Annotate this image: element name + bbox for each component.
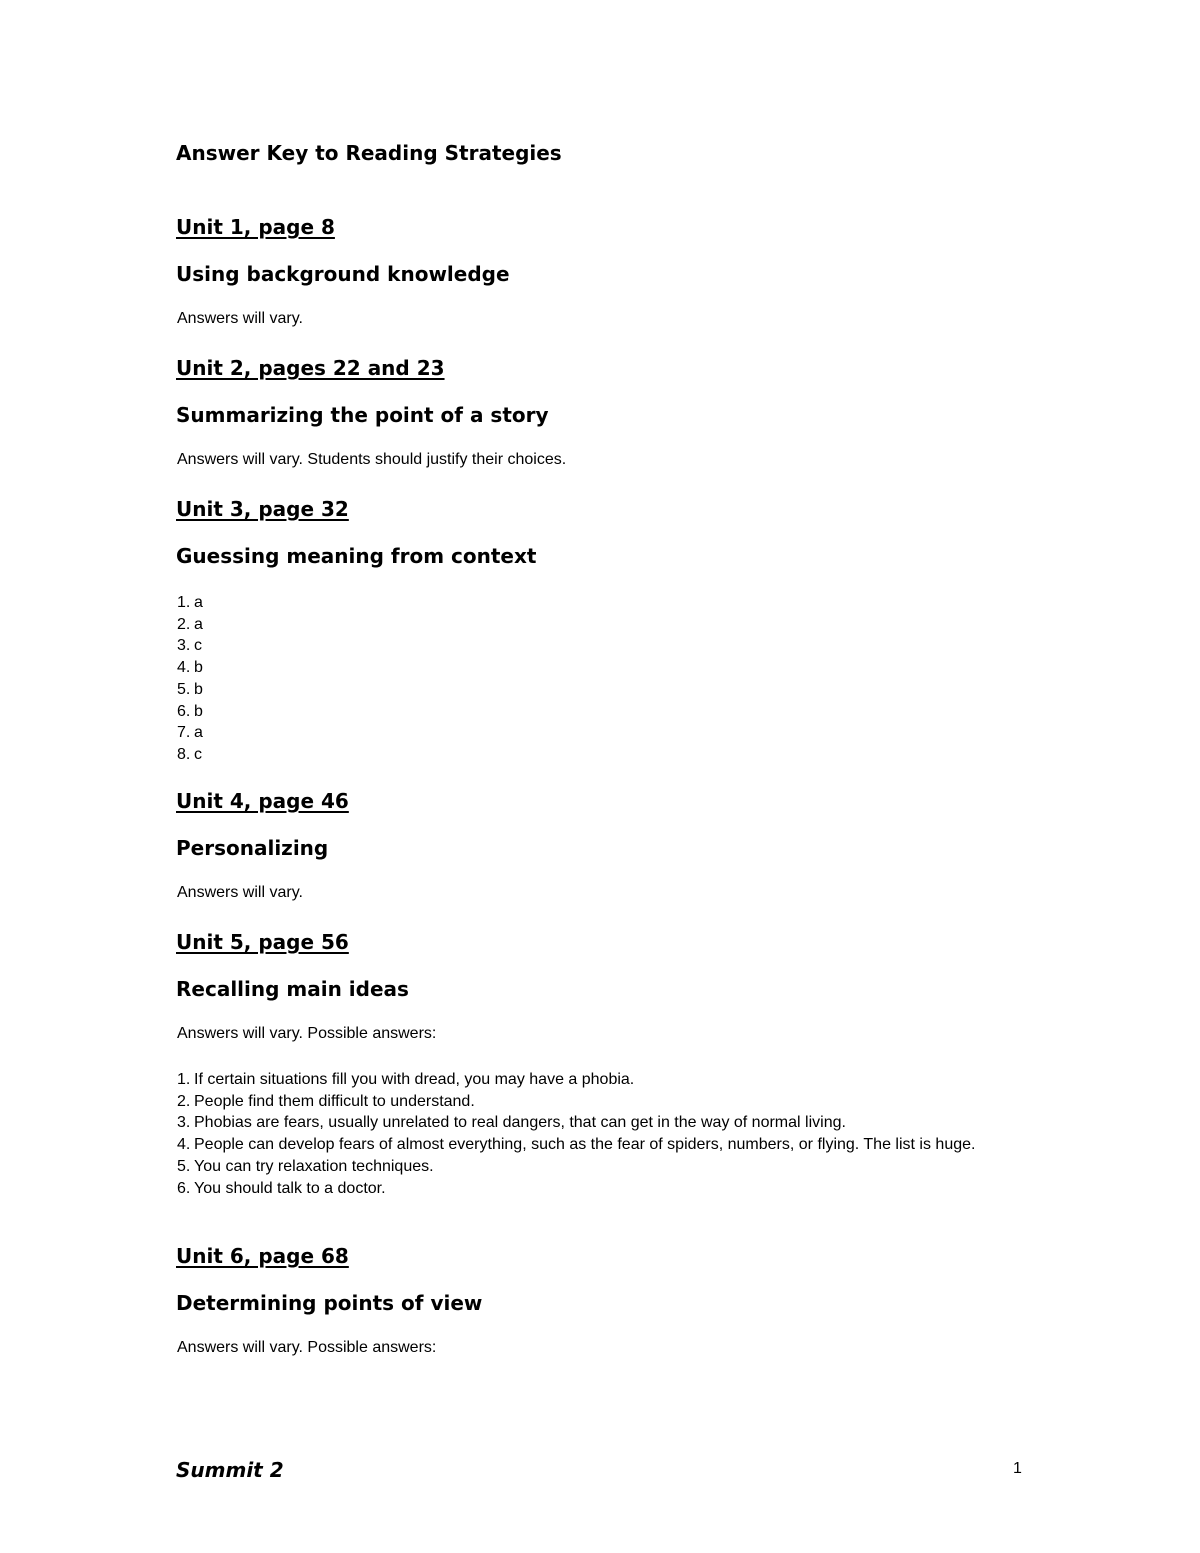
list-item: 4. b (177, 659, 203, 677)
list-item: 6. You should talk to a doctor. (177, 1179, 386, 1197)
list-item: 1. If certain situations fill you with dread, you may have a phobia. (177, 1071, 635, 1088)
unit-4-heading: Unit 4, page 46 (176, 789, 349, 813)
unit-6-intro: Answers will vary. Possible answers: (177, 1339, 437, 1356)
unit-1-heading: Unit 1, page 8 (176, 215, 335, 239)
list-item: 5. b (177, 680, 203, 698)
document-page (176, 0, 1036, 1553)
unit-5-intro: Answers will vary. Possible answers: (177, 1025, 437, 1042)
unit-6-strategy: Determining points of view (176, 1291, 483, 1315)
unit-4-strategy: Personalizing (176, 836, 329, 860)
list-item: 5. You can try relaxation techniques. (177, 1157, 434, 1175)
unit-3-heading: Unit 3, page 32 (176, 497, 349, 521)
unit-5-answer-list (177, 1069, 1027, 1199)
unit-5-heading: Unit 5, page 56 (176, 930, 349, 954)
unit-4-answer: Answers will vary. (177, 884, 303, 901)
list-item: 2. People find them difficult to understand. (177, 1092, 475, 1110)
unit-2-answer: Answers will vary. Students should justify their choices. (177, 451, 567, 468)
footer-page-number: 1 (1013, 1460, 1022, 1477)
unit-3-answer-list (177, 592, 203, 766)
unit-2-heading: Unit 2, pages 22 and 23 (176, 356, 445, 380)
unit-6-heading: Unit 6, page 68 (176, 1244, 349, 1268)
unit-5-strategy: Recalling main ideas (176, 977, 409, 1001)
list-item: 3. Phobias are fears, usually unrelated to real dangers, that can get in the way of normal living. (177, 1114, 846, 1132)
list-item: 4. People can develop fears of almost everything, such as the fear of spiders, numbers, or flying. The list is huge. (177, 1136, 976, 1154)
list-item: 3. c (177, 637, 202, 655)
list-item: 6. b (177, 702, 203, 720)
unit-3-strategy: Guessing meaning from context (176, 544, 537, 568)
list-item: 2. a (177, 615, 203, 633)
unit-2-strategy: Summarizing the point of a story (176, 403, 549, 427)
list-item: 1. a (177, 594, 203, 611)
list-item: 7. a (177, 724, 203, 742)
list-item: 8. c (177, 745, 202, 763)
unit-1-answer: Answers will vary. (177, 310, 303, 327)
unit-1-strategy: Using background knowledge (176, 262, 510, 286)
page-title: Answer Key to Reading Strategies (176, 141, 562, 165)
footer-book-title: Summit 2 (176, 1458, 284, 1482)
